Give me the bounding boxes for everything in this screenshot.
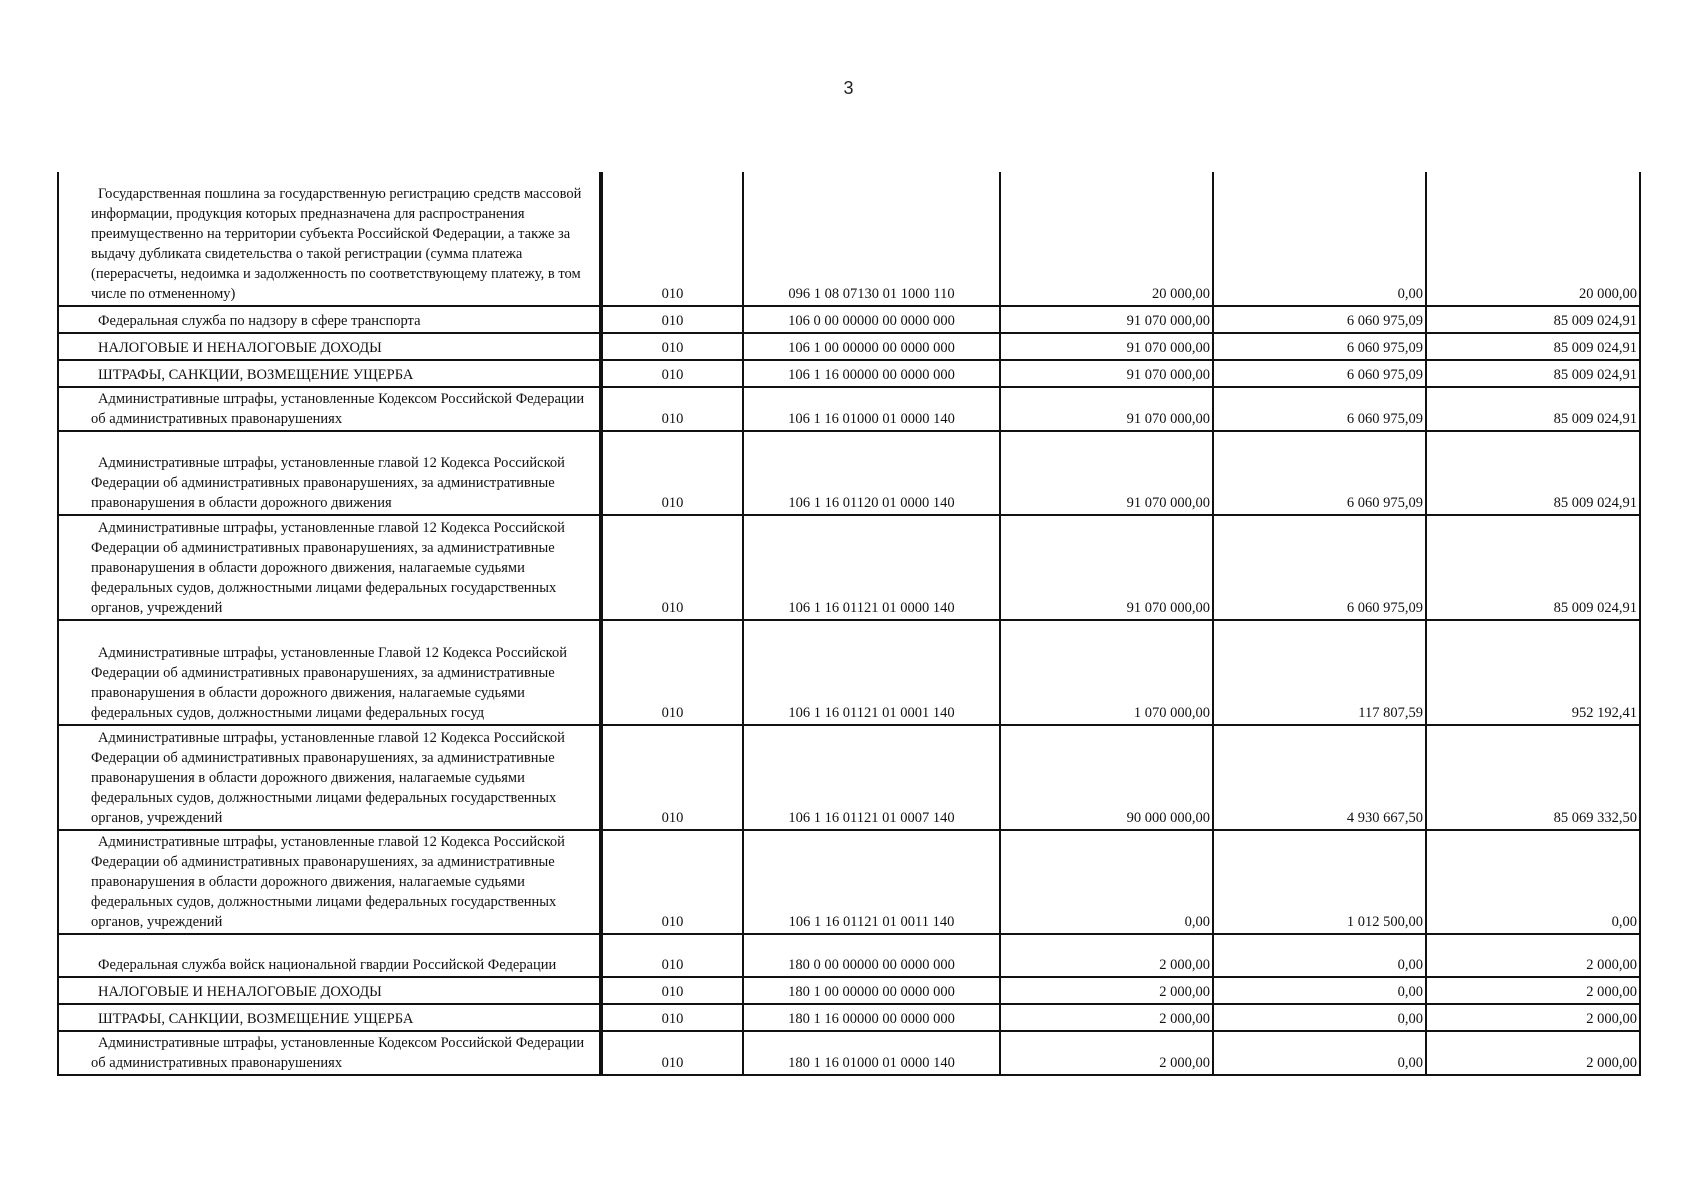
row-line-code-cell: 010 (601, 1031, 743, 1075)
table-row (58, 306, 1640, 333)
table-row (58, 431, 1640, 515)
row-unexecuted-amount-cell: 85 009 024,91 (1426, 306, 1640, 333)
row-line-code-cell: 010 (601, 306, 743, 333)
table-row (58, 515, 1640, 620)
row-line-code-cell: 010 (601, 172, 743, 306)
row-line-code-cell: 010 (601, 333, 743, 360)
row-unexecuted-amount-cell: 2 000,00 (1426, 977, 1640, 1004)
row-budget-classification-code-cell: 106 1 16 01120 01 0000 140 (743, 431, 1000, 515)
row-executed-amount-cell: 0,00 (1213, 1004, 1426, 1031)
row-line-code-cell: 010 (601, 431, 743, 515)
row-budget-classification-code-cell: 106 1 16 01121 01 0007 140 (743, 725, 1000, 830)
row-budget-classification-code-cell: 106 0 00 00000 00 0000 000 (743, 306, 1000, 333)
row-approved-amount-cell: 0,00 (1000, 830, 1213, 934)
row-unexecuted-amount-cell: 85 009 024,91 (1426, 333, 1640, 360)
row-approved-amount-cell: 2 000,00 (1000, 977, 1213, 1004)
row-executed-amount-cell: 6 060 975,09 (1213, 333, 1426, 360)
row-budget-classification-code-cell: 180 0 00 00000 00 0000 000 (743, 934, 1000, 977)
row-executed-amount-cell: 6 060 975,09 (1213, 360, 1426, 387)
budget-execution-table (57, 172, 1641, 1076)
row-line-code-cell: 010 (601, 360, 743, 387)
row-budget-classification-code-cell: 106 1 16 00000 00 0000 000 (743, 360, 1000, 387)
row-unexecuted-amount-cell: 2 000,00 (1426, 934, 1640, 977)
row-executed-amount-cell: 6 060 975,09 (1213, 515, 1426, 620)
row-unexecuted-amount-cell: 20 000,00 (1426, 172, 1640, 306)
table-row (58, 172, 1640, 306)
row-approved-amount-cell: 2 000,00 (1000, 1031, 1213, 1075)
row-approved-amount-cell: 91 070 000,00 (1000, 515, 1213, 620)
row-approved-amount-cell: 90 000 000,00 (1000, 725, 1213, 830)
row-unexecuted-amount-cell: 85 009 024,91 (1426, 360, 1640, 387)
row-executed-amount-cell: 0,00 (1213, 977, 1426, 1004)
row-line-code-cell: 010 (601, 725, 743, 830)
row-executed-amount-cell: 6 060 975,09 (1213, 431, 1426, 515)
row-name-cell: Государственная пошлина за государственную регистрацию средств массовой информации, продукция которых предназначена для распространения преимущественно на территории субъекта Российской Федерации, а также за выдачу дубликата свидетельства о такой регистрации (сумма платежа (перерасчеты, недоимка и задолженность по соответствующему платежу, в том числе по отмененному) (58, 172, 601, 306)
row-unexecuted-amount-cell: 85 069 332,50 (1426, 725, 1640, 830)
row-approved-amount-cell: 91 070 000,00 (1000, 387, 1213, 431)
row-executed-amount-cell: 117 807,59 (1213, 620, 1426, 725)
row-approved-amount-cell: 91 070 000,00 (1000, 431, 1213, 515)
row-unexecuted-amount-cell: 0,00 (1426, 830, 1640, 934)
row-approved-amount-cell: 91 070 000,00 (1000, 360, 1213, 387)
row-line-code-cell: 010 (601, 934, 743, 977)
table-row (58, 620, 1640, 725)
row-approved-amount-cell: 91 070 000,00 (1000, 306, 1213, 333)
row-budget-classification-code-cell: 106 1 16 01121 01 0000 140 (743, 515, 1000, 620)
table-row (58, 360, 1640, 387)
row-executed-amount-cell: 0,00 (1213, 172, 1426, 306)
page-number: 3 (843, 78, 854, 98)
row-unexecuted-amount-cell: 952 192,41 (1426, 620, 1640, 725)
table-row (58, 830, 1640, 934)
row-approved-amount-cell: 1 070 000,00 (1000, 620, 1213, 725)
table-row (58, 387, 1640, 431)
row-name-cell: Административные штрафы, установленные Кодексом Российской Федерации об административных правонарушениях (58, 1031, 601, 1075)
row-executed-amount-cell: 6 060 975,09 (1213, 387, 1426, 431)
row-executed-amount-cell: 0,00 (1213, 934, 1426, 977)
row-name-cell: НАЛОГОВЫЕ И НЕНАЛОГОВЫЕ ДОХОДЫ (58, 333, 601, 360)
table-body (58, 172, 1640, 1075)
row-executed-amount-cell: 4 930 667,50 (1213, 725, 1426, 830)
row-name-cell: Административные штрафы, установленные главой 12 Кодекса Российской Федерации об административных правонарушениях, за административные правонарушения в области дорожного движения (58, 431, 601, 515)
row-name-cell: ШТРАФЫ, САНКЦИИ, ВОЗМЕЩЕНИЕ УЩЕРБА (58, 360, 601, 387)
row-budget-classification-code-cell: 180 1 16 00000 00 0000 000 (743, 1004, 1000, 1031)
table-row (58, 1031, 1640, 1075)
table-row (58, 1004, 1640, 1031)
table-row (58, 725, 1640, 830)
row-unexecuted-amount-cell: 2 000,00 (1426, 1004, 1640, 1031)
row-executed-amount-cell: 6 060 975,09 (1213, 306, 1426, 333)
row-name-cell: Административные штрафы, установленные главой 12 Кодекса Российской Федерации об административных правонарушениях, за административные правонарушения в области дорожного движения, налагаемые судьями федеральных судов, должностными лицами федеральных государственных органов, учреждений (58, 725, 601, 830)
row-line-code-cell: 010 (601, 515, 743, 620)
row-executed-amount-cell: 0,00 (1213, 1031, 1426, 1075)
row-line-code-cell: 010 (601, 387, 743, 431)
row-budget-classification-code-cell: 106 1 16 01000 01 0000 140 (743, 387, 1000, 431)
row-budget-classification-code-cell: 106 1 16 01121 01 0001 140 (743, 620, 1000, 725)
row-budget-classification-code-cell: 180 1 16 01000 01 0000 140 (743, 1031, 1000, 1075)
row-name-cell: Административные штрафы, установленные Кодексом Российской Федерации об административных правонарушениях (58, 387, 601, 431)
table-row (58, 934, 1640, 977)
row-name-cell: Административные штрафы, установленные главой 12 Кодекса Российской Федерации об административных правонарушениях, за административные правонарушения в области дорожного движения, налагаемые судьями федеральных судов, должностными лицами федеральных государственных органов, учреждений (58, 515, 601, 620)
row-unexecuted-amount-cell: 85 009 024,91 (1426, 515, 1640, 620)
row-line-code-cell: 010 (601, 977, 743, 1004)
row-name-cell: Административные штрафы, установленные Главой 12 Кодекса Российской Федерации об административных правонарушениях, за административные правонарушения в области дорожного движения, налагаемые судьями федеральных судов, должностными лицами федеральных госуд (58, 620, 601, 725)
row-line-code-cell: 010 (601, 830, 743, 934)
row-unexecuted-amount-cell: 85 009 024,91 (1426, 387, 1640, 431)
row-name-cell: Федеральная служба по надзору в сфере транспорта (58, 306, 601, 333)
row-budget-classification-code-cell: 180 1 00 00000 00 0000 000 (743, 977, 1000, 1004)
row-budget-classification-code-cell: 106 1 00 00000 00 0000 000 (743, 333, 1000, 360)
row-approved-amount-cell: 2 000,00 (1000, 1004, 1213, 1031)
row-budget-classification-code-cell: 106 1 16 01121 01 0011 140 (743, 830, 1000, 934)
row-name-cell: НАЛОГОВЫЕ И НЕНАЛОГОВЫЕ ДОХОДЫ (58, 977, 601, 1004)
row-name-cell: Административные штрафы, установленные главой 12 Кодекса Российской Федерации об административных правонарушениях, за административные правонарушения в области дорожного движения, налагаемые судьями федеральных судов, должностными лицами федеральных государственных органов, учреждений (58, 830, 601, 934)
row-executed-amount-cell: 1 012 500,00 (1213, 830, 1426, 934)
row-name-cell: Федеральная служба войск национальной гвардии Российской Федерации (58, 934, 601, 977)
row-name-cell: ШТРАФЫ, САНКЦИИ, ВОЗМЕЩЕНИЕ УЩЕРБА (58, 1004, 601, 1031)
row-unexecuted-amount-cell: 85 009 024,91 (1426, 431, 1640, 515)
row-line-code-cell: 010 (601, 620, 743, 725)
row-approved-amount-cell: 91 070 000,00 (1000, 333, 1213, 360)
row-line-code-cell: 010 (601, 1004, 743, 1031)
row-approved-amount-cell: 2 000,00 (1000, 934, 1213, 977)
row-unexecuted-amount-cell: 2 000,00 (1426, 1031, 1640, 1075)
row-approved-amount-cell: 20 000,00 (1000, 172, 1213, 306)
table-row (58, 977, 1640, 1004)
table-row (58, 333, 1640, 360)
row-budget-classification-code-cell: 096 1 08 07130 01 1000 110 (743, 172, 1000, 306)
